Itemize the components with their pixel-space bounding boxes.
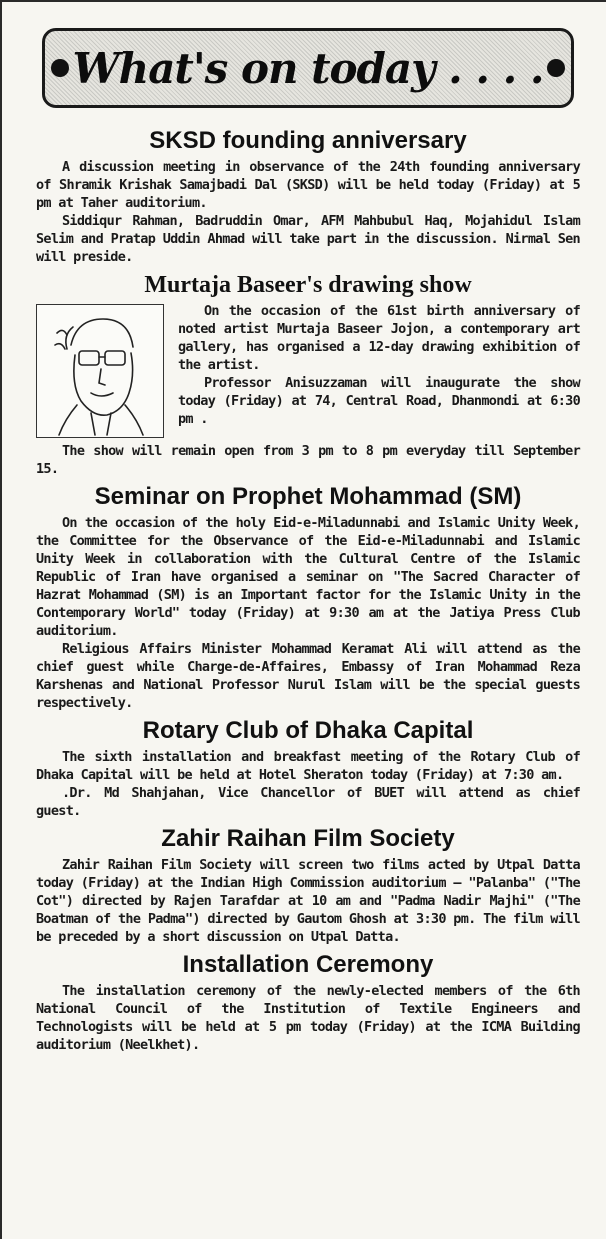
section-paragraph: The installation ceremony of the newly-elected members of the 6th National Council of the Institution of Textile Engineers and Technologists will be held at 5 pm today (Friday) at the ICMA Building auditorium (Neelkhet). [36,983,580,1053]
section-paragraph: The sixth installation and breakfast meeting of the Rotary Club of Dhaka Capital will be held at Hotel Sheraton today (Friday) at 7:30 am. [36,749,580,783]
artist-portrait-sketch [36,304,164,438]
section-heading: Rotary Club of Dhaka Capital [142,717,474,744]
section-installation-ceremony [36,952,580,1054]
section-film-society [36,826,580,946]
section-paragraph: On the occasion of the holy Eid-e-Miladunnabi and Islamic Unity Week, the Committee for the Observance of the Eid-e-Miladunnabi and Islamic Unity Week in collaboration with the Cultural Centre of the Islamic Republic of Iran have organised a seminar on "The Sacred Character of Hazrat Mohammad (SM) is an Important factor for the Islamic Unity in the Contemporary World" today (Friday) at 9:30 am at the Jatiya Press Club auditorium. [36,515,580,639]
section-heading: Seminar on Prophet Mohammad (SM) [94,483,522,510]
banner-title: What's on today . . . . [72,43,544,93]
section-drawing-show [36,272,580,478]
section-paragraph: A discussion meeting in observance of the 24th founding anniversary of Shramik Krishak Samajbadi Dal (SKSD) will be held today (Friday) at 5 pm at Taher auditorium. [36,159,580,211]
bullet-dot-icon [51,59,69,77]
section-heading: Murtaja Baseer's drawing show [144,272,472,298]
section-paragraph: On the occasion of the 61st birth anniversary of noted artist Murtaja Baseer Jojon, a contemporary art gallery, has organised a 12-day drawing exhibition of the artist. [178,303,580,373]
section-heading: SKSD founding anniversary [149,127,467,154]
section-heading: Installation Ceremony [182,951,434,978]
section-seminar-prophet [36,484,580,712]
section-rotary-club [36,718,580,820]
bullet-dot-icon [547,59,565,77]
section-paragraph: Religious Affairs Minister Mohammad Keramat Ali will attend as the chief guest while Charge-de-Affaires, Embassy of Iran Mohammad Reza Karshenas and National Professor Nurul Islam will be the special guests respectively. [36,641,580,711]
section-sksd-anniversary [36,128,580,266]
listings-column [36,128,580,1060]
section-paragraph: .Dr. Md Shahjahan, Vice Chancellor of BUET will attend as chief guest. [36,785,580,819]
section-paragraph: Zahir Raihan Film Society will screen two films acted by Utpal Datta today (Friday) at the Indian High Commission auditorium — "Palanba" ("The Cot") directed by Rajen Tarafdar at 10 am and "Padma Nadir Majhi" ("The Boatman of the Padma") directed by Gautom Ghosh at 3:30 pm. The film will be preceded by a short discussion on Utpal Datta. [36,857,580,945]
section-heading: Zahir Raihan Film Society [161,825,455,852]
section-paragraph: Professor Anisuzzaman will inaugurate the show today (Friday) at 74, Central Road, Dhanmondi at 6:30 pm . [178,375,580,427]
portrait-drawing [37,305,163,437]
whats-on-today-banner [42,28,574,108]
section-paragraph: Siddiqur Rahman, Badruddin Omar, AFM Mahbubul Haq, Mojahidul Islam Selim and Pratap Uddin Ahmad will take part in the discussion. Nirmal Sen will preside. [36,213,580,265]
section-paragraph: The show will remain open from 3 pm to 8 pm everyday till September 15. [36,443,580,477]
